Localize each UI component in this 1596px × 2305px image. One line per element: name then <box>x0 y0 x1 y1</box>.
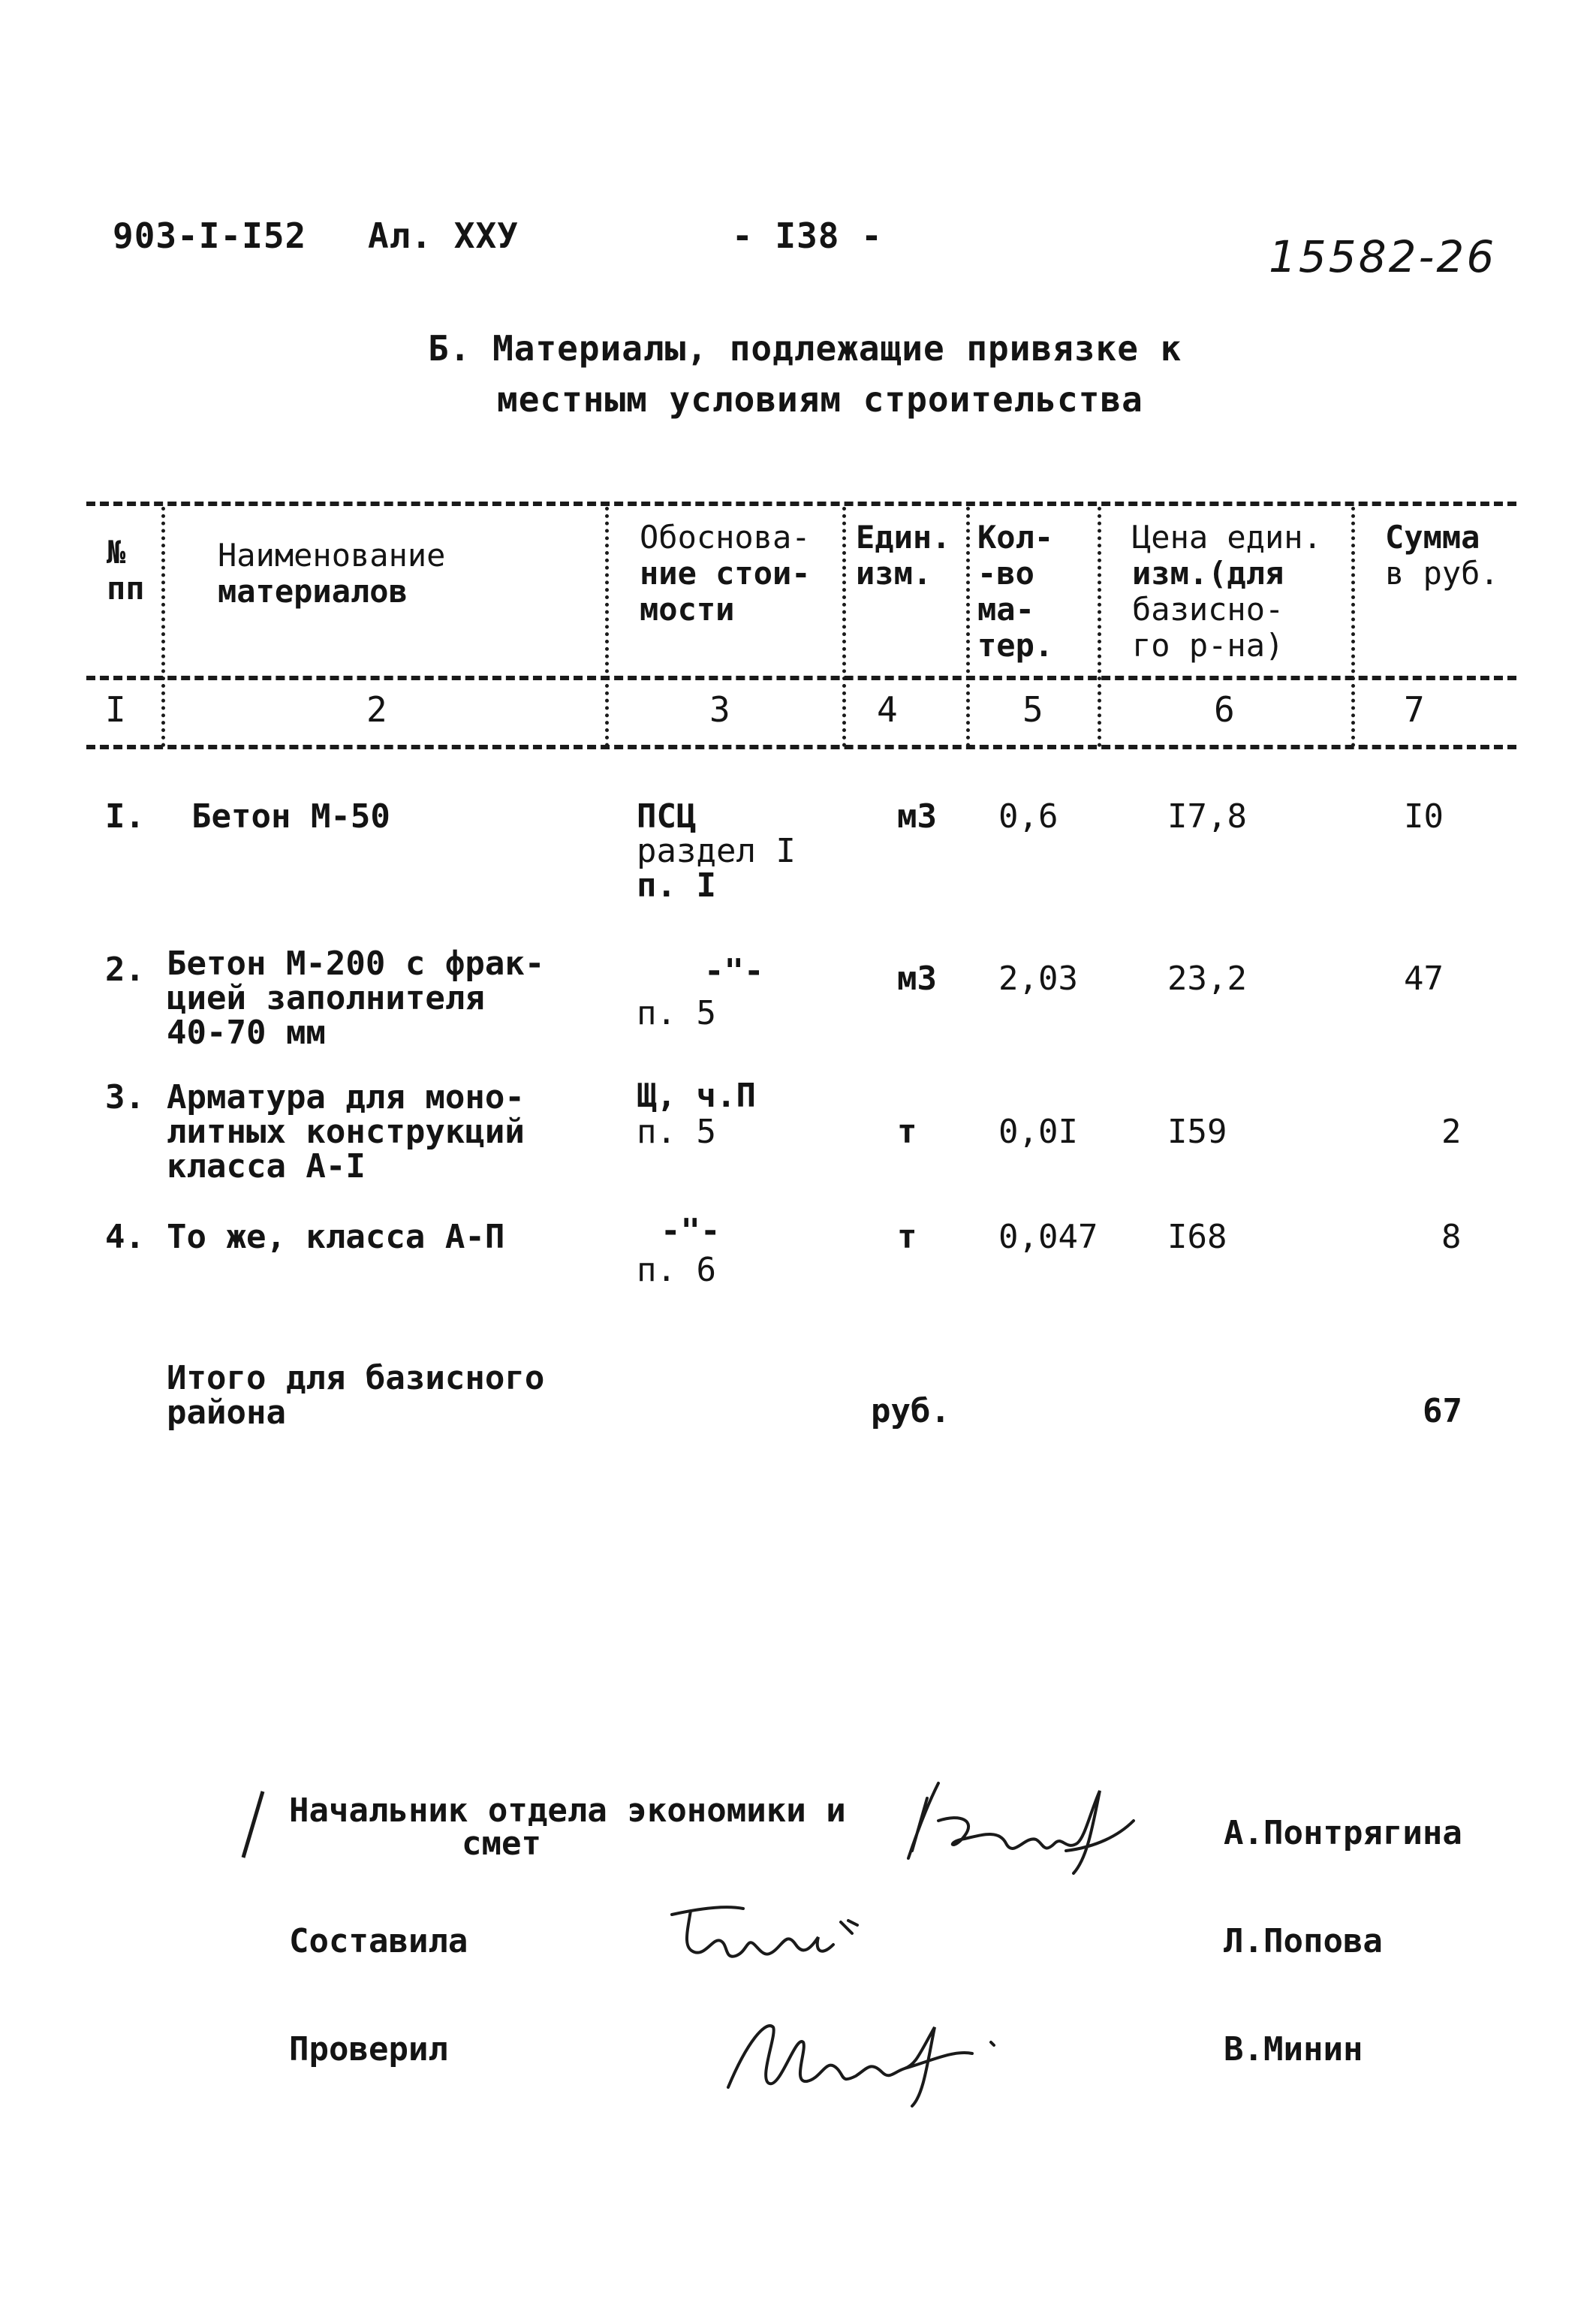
material-name-line: цией заполнителя <box>167 979 485 1017</box>
col-separator-3 <box>842 507 846 747</box>
column-number-6: 6 <box>1214 689 1235 730</box>
signatory-name: В.Минин <box>1224 2030 1363 2068</box>
header-col2: Наименование материалов <box>218 537 446 610</box>
header-col1: № пп <box>107 534 145 607</box>
material-name-line: Бетон М-200 с фрак- <box>167 945 545 983</box>
quantity-cell: 0,047 <box>998 1218 1098 1256</box>
sum-cell: 2 <box>1441 1113 1462 1151</box>
basis-line: -"- <box>661 1212 721 1250</box>
handwritten-signature-2 <box>661 1892 886 1975</box>
basis-line: раздел I <box>637 832 796 870</box>
column-number-5: 5 <box>1022 689 1043 730</box>
slash-mark <box>239 1787 269 1862</box>
signature-role-head: Начальник отдела экономики и <box>289 1791 846 1830</box>
total-label-line: Итого для базисного <box>167 1359 545 1397</box>
price-cell: I59 <box>1167 1113 1227 1151</box>
album-label: Ал. ХХУ <box>368 215 519 256</box>
basis-line: п. I <box>637 866 716 905</box>
header-col7: Сумма в руб. <box>1385 519 1499 592</box>
price-cell: I68 <box>1167 1218 1227 1256</box>
page-number: - I38 - <box>732 215 883 256</box>
price-cell: I7,8 <box>1167 797 1247 836</box>
sum-cell: I0 <box>1404 797 1444 836</box>
material-name-line: То же, класса А-П <box>167 1218 505 1256</box>
handwritten-number: 15582-26 <box>1269 231 1497 282</box>
header-col3: Обоснова- ние стои- мости <box>640 519 811 628</box>
column-number-7: 7 <box>1404 689 1425 730</box>
row-number: I. <box>105 797 145 836</box>
column-number-4: 4 <box>877 689 898 730</box>
header-col5: Кол- -во ма- тер. <box>977 519 1054 664</box>
signatory-name: Л.Попова <box>1224 1922 1383 1960</box>
basis-line: -"- <box>704 952 764 990</box>
basis-line: п. 5 <box>637 1113 716 1151</box>
basis-line: п. 6 <box>637 1251 716 1289</box>
material-name-line: литных конструкций <box>167 1113 525 1151</box>
signature-role-checked: Проверил <box>289 2030 448 2068</box>
row-number: 4. <box>105 1218 145 1256</box>
col-separator-1 <box>161 507 165 747</box>
handwritten-signature-3 <box>713 1997 1013 2110</box>
sum-cell: 8 <box>1441 1218 1462 1256</box>
basis-line: ПСЦ <box>637 797 697 836</box>
material-name-line: 40-70 мм <box>167 1014 326 1052</box>
col-separator-6 <box>1351 507 1355 747</box>
quantity-cell: 2,03 <box>998 960 1078 998</box>
material-name-line: Бетон М-50 <box>191 797 390 836</box>
material-name-line: Арматура для моно- <box>167 1078 525 1116</box>
unit-cell: м3 <box>897 797 937 836</box>
column-number-3: 3 <box>709 689 730 730</box>
quantity-cell: 0,6 <box>998 797 1058 836</box>
material-name-line: класса А-I <box>167 1147 366 1186</box>
section-title-line1: Б. Материалы, подлежащие привязке к <box>428 328 1182 369</box>
quantity-cell: 0,0I <box>998 1113 1078 1151</box>
total-sum: 67 <box>1423 1392 1462 1430</box>
handwritten-signature-1 <box>893 1768 1141 1881</box>
unit-cell: т <box>897 1218 917 1256</box>
table-numbers-rule <box>86 745 1516 749</box>
col-separator-5 <box>1098 507 1101 747</box>
table-top-rule <box>86 502 1516 506</box>
signature-role-head-line2: смет <box>462 1824 541 1863</box>
header-col6: Цена един. изм.(для базисно- го р-на) <box>1132 519 1322 664</box>
basis-line: Щ, ч.П <box>637 1077 756 1115</box>
signature-role-compiled: Составила <box>289 1922 468 1960</box>
column-number-1: I <box>105 689 126 730</box>
col-separator-4 <box>966 507 970 747</box>
col-separator-2 <box>605 507 609 747</box>
total-label-line: района <box>167 1394 286 1432</box>
row-number: 2. <box>105 951 145 989</box>
basis-line: п. 5 <box>637 994 716 1032</box>
section-title-line2: местным условиям строительства <box>497 379 1143 420</box>
header-col4: Един. изм. <box>856 519 951 592</box>
row-number: 3. <box>105 1078 145 1116</box>
document-code: 903-I-I52 <box>113 215 307 256</box>
signatory-name: А.Понтрягина <box>1224 1814 1462 1852</box>
sum-cell: 47 <box>1404 960 1444 998</box>
unit-cell: м3 <box>897 960 937 998</box>
total-unit: руб. <box>871 1392 950 1430</box>
price-cell: 23,2 <box>1167 960 1247 998</box>
unit-cell: т <box>897 1113 917 1151</box>
table-header-rule <box>86 676 1516 680</box>
column-number-2: 2 <box>366 689 387 730</box>
